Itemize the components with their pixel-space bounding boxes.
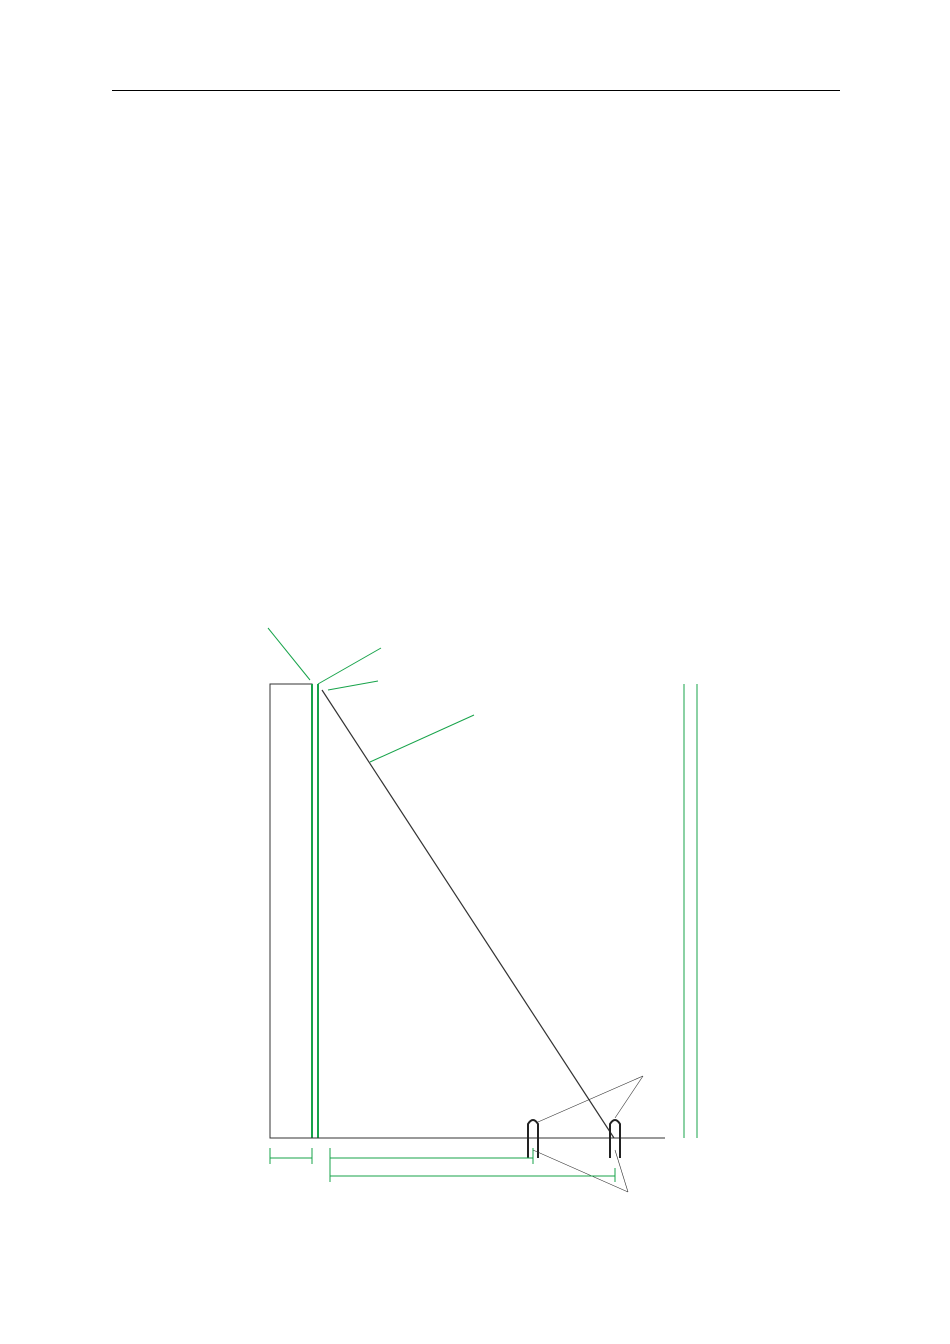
leader-anchor-steel-1 [538, 1076, 643, 1122]
leader-ground-anchor-2 [615, 1150, 628, 1192]
leader-panel [268, 628, 310, 680]
leader-brace [370, 715, 474, 762]
ground-anchor-2 [610, 1120, 620, 1158]
leader-ground-anchor-1 [533, 1150, 628, 1192]
leader-wood [318, 648, 381, 684]
concrete-wall [270, 684, 312, 1138]
main-diagonal-brace [322, 690, 614, 1138]
leader-pipe [328, 681, 378, 690]
